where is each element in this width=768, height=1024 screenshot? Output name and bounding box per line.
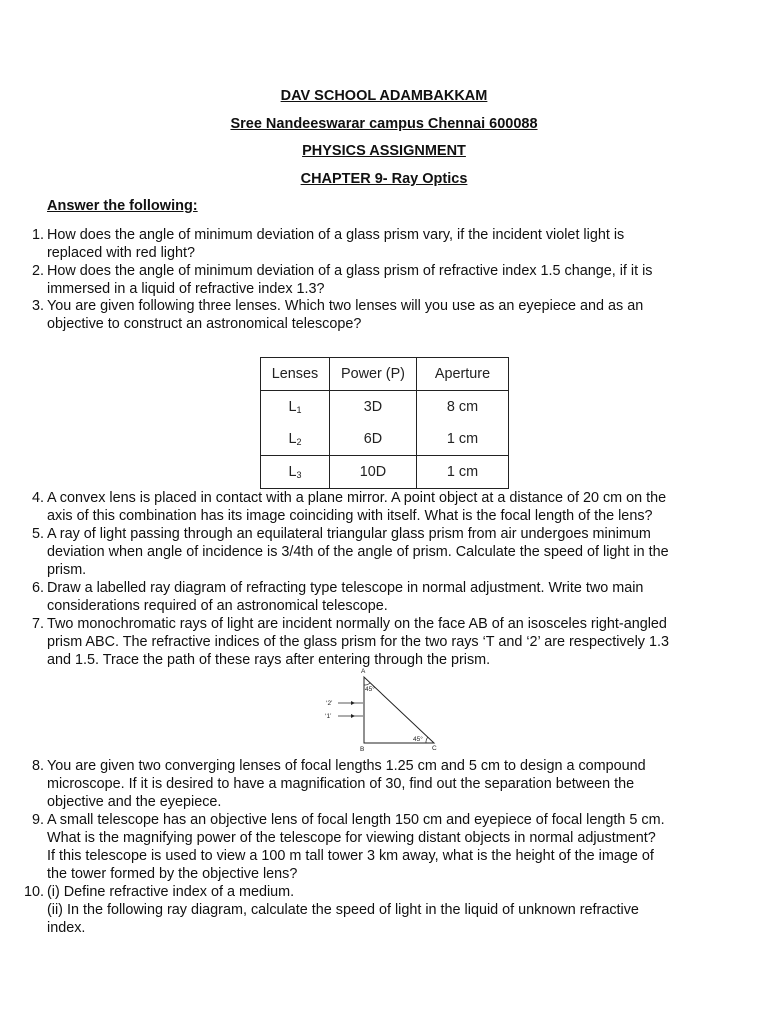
question-line: A ray of light passing through an equilateral triangular glass prism from air undergoes minimum [47,526,651,542]
table-cell-power: 3D [330,391,417,424]
table-cell-lens: $L_3$ [261,456,330,489]
question-number: 6. [31,580,44,596]
ray-1-arrowhead [351,714,355,718]
question-line: immersed in a liquid of refractive index 1.3? [47,281,325,297]
question-line: You are given two converging lenses of focal lengths 1.25 cm and 5 cm to design a compound [47,758,646,774]
question-line: How does the angle of minimum deviation of a glass prism of refractive index 1.5 change, if it is [47,263,653,279]
question-line: prism. [47,562,87,578]
table-cell-aperture: 1 cm [417,456,509,489]
campus-address: Sree Nandeeswarar campus Chennai 600088 [230,116,538,132]
table-cell-lens: $L_1$ [261,391,330,424]
table-row [261,456,509,489]
question-line: How does the angle of minimum deviation of a glass prism vary, if the incident violet light is [47,227,625,243]
ray-2-arrowhead [351,701,355,705]
question-line: axis of this combination has its image coinciding with itself. What is the focal length of the lens? [47,508,653,524]
prism-triangle [364,677,434,743]
question-line: What is the magnifying power of the telescope for viewing distant objects in normal adjustment? [47,830,656,846]
question-number: 1. [31,227,44,243]
table-row [261,391,509,424]
angle-arc-top [364,683,370,685]
question-line: index. [47,920,86,936]
question-line: (i) Define refractive index of a medium. [47,884,295,900]
question-line: Draw a labelled ray diagram of refracting type telescope in normal adjustment. Write two main [47,580,644,596]
question-number: 9. [31,812,44,828]
prism-diagram [318,668,448,754]
question-number: 2. [31,263,44,279]
question-line: objective and the eyepiece. [47,794,222,810]
question-line: microscope. If it is desired to have a magnification of 30, find out the separation between the [47,776,635,792]
vertex-c-label: C [432,745,437,752]
table-row [261,423,509,456]
question-number: 8. [31,758,44,774]
assignment-title: PHYSICS ASSIGNMENT [302,143,466,159]
question-line: (ii) In the following ray diagram, calculate the speed of light in the liquid of unknown refractive [47,902,639,918]
table-header: Power (P) [330,358,417,391]
question-line: the tower formed by the objective lens? [47,866,298,882]
table-cell-aperture: 1 cm [417,423,509,456]
question-line: and 1.5. Trace the path of these rays after entering through the prism. [47,652,491,668]
question-number: 7. [31,616,44,632]
question-line: Two monochromatic rays of light are incident normally on the face AB of an isosceles right-angled [47,616,667,632]
ray-1-label: ‘1’ [325,713,332,720]
question-number: 4. [31,490,44,506]
table-cell-aperture: 8 cm [417,391,509,424]
question-line: deviation when angle of incidence is 3/4th of the angle of prism. Calculate the speed of light in the [47,544,669,560]
vertex-b-label: B [360,746,365,753]
question-line: replaced with red light? [47,245,195,261]
vertex-a-label: A [361,668,366,675]
angle-top-label: 45° [365,686,375,693]
school-name: DAV SCHOOL ADAMBAKKAM [280,88,488,104]
table-cell-power: 10D [330,456,417,489]
question-line: You are given following three lenses. Which two lenses will you use as an eyepiece and as an [47,298,644,314]
instruction: Answer the following: [47,198,198,214]
question-line: prism ABC. The refractive indices of the glass prism for the two rays ‘T and ‘2’ are respectively 1.3 [47,634,669,650]
question-line: A small telescope has an objective lens of focal length 150 cm and eyepiece of focal length 5 cm. [47,812,665,828]
question-line: objective to construct an astronomical telescope? [47,316,362,332]
table-header: Lenses [261,358,330,391]
lens-table [260,357,509,489]
ray-2-label: ‘2’ [326,700,333,707]
table-header-row [261,358,509,391]
table-cell-lens: $L_2$ [261,423,330,456]
question-line: considerations required of an astronomical telescope. [47,598,388,614]
question-line: If this telescope is used to view a 100 m tall tower 3 km away, what is the height of the image of [47,848,654,864]
chapter-title: CHAPTER 9- Ray Optics [300,171,468,187]
question-number: 3. [31,298,44,314]
table-cell-power: 6D [330,423,417,456]
question-number: 5. [31,526,44,542]
question-number: 10. [23,884,44,900]
table-header: Aperture [417,358,509,391]
question-line: A convex lens is placed in contact with a plane mirror. A point object at a distance of 20 cm on the [47,490,667,506]
angle-bottom-label: 45° [413,736,423,743]
angle-arc-bottom [426,737,428,743]
